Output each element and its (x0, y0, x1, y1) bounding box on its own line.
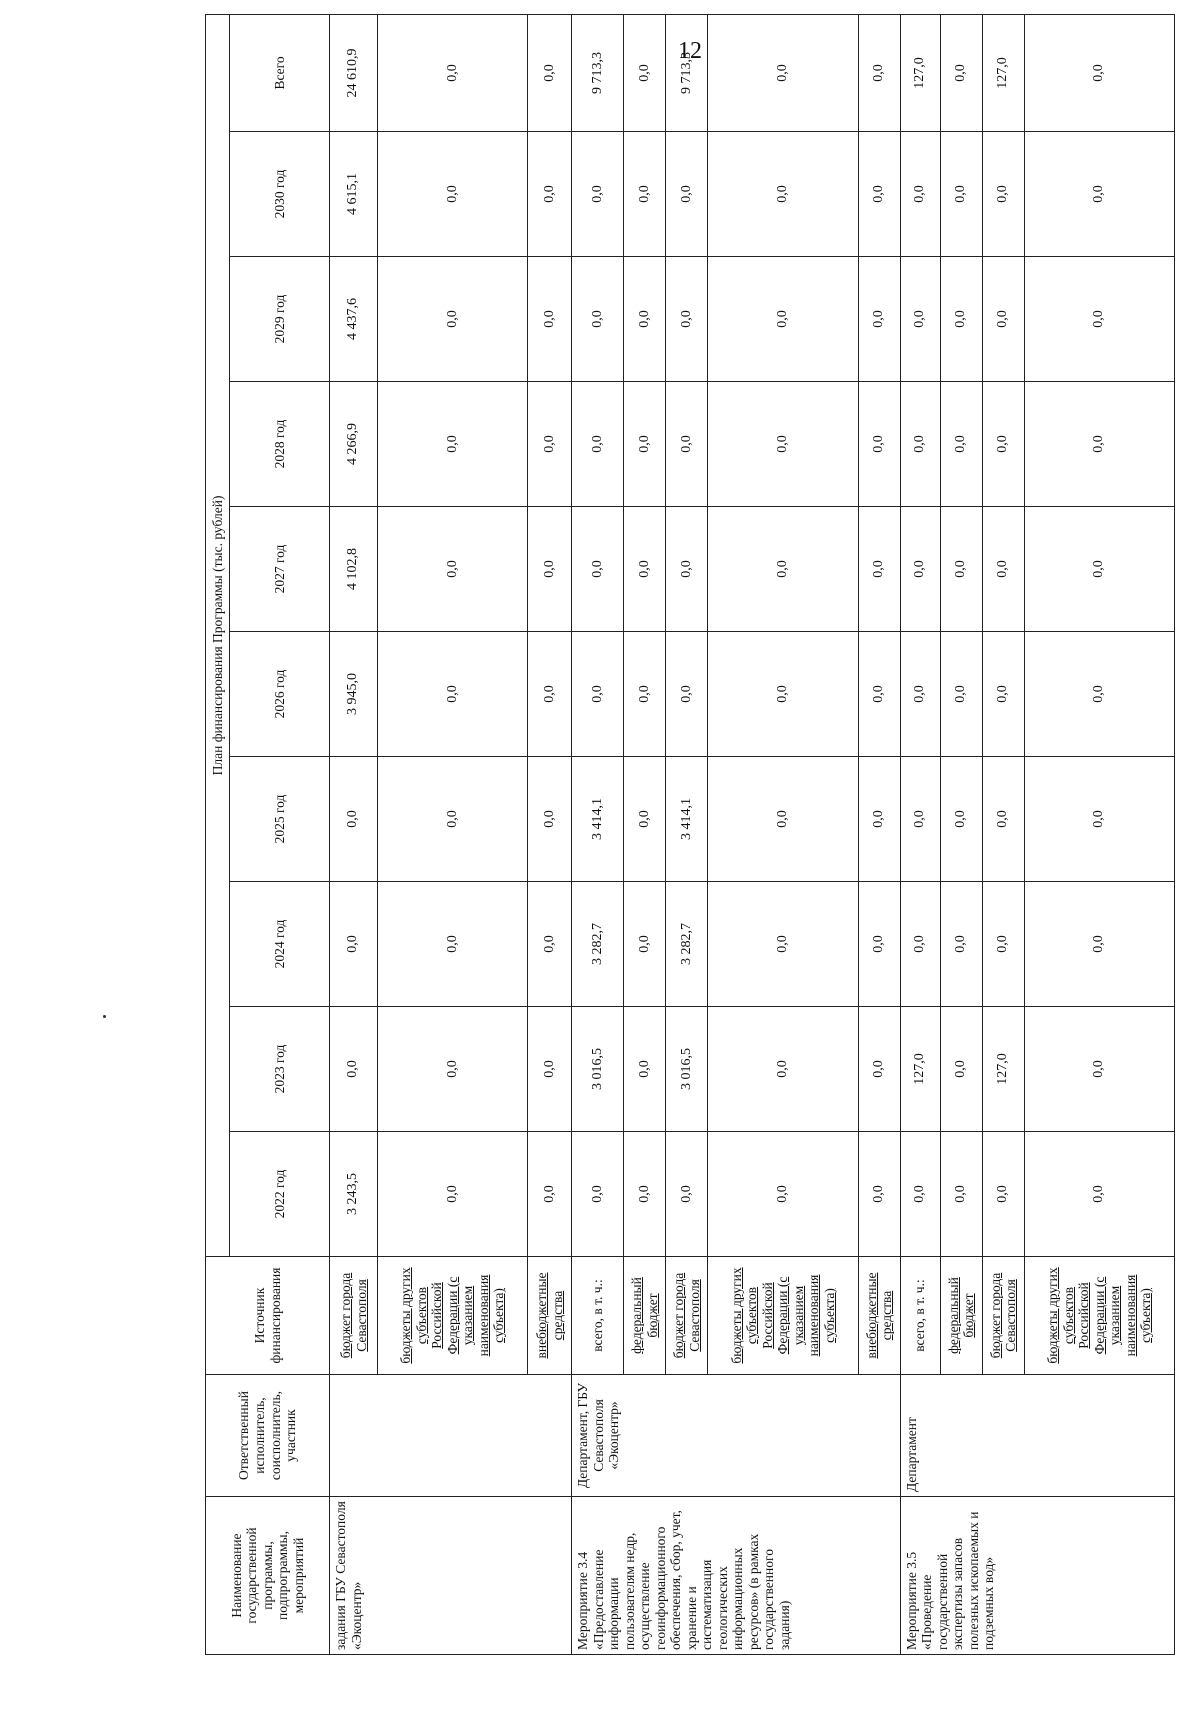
value-cell: 0,0 (1024, 632, 1174, 757)
value-cell: 0,0 (1024, 1132, 1174, 1257)
measure-responsible: Департамент, ГБУ Севастополя «Экоцентр» (572, 1375, 900, 1497)
header-year: 2029 год (230, 257, 330, 382)
value-cell: 0,0 (708, 1007, 858, 1132)
value-cell: 0,0 (330, 757, 378, 882)
value-cell: 0,0 (708, 257, 858, 382)
value-cell: 0,0 (982, 382, 1024, 507)
value-cell: 0,0 (858, 882, 900, 1007)
source-label: федеральный бюджет (629, 1277, 660, 1354)
source-label: бюджеты других субъектов Российской Федерации (с указанием наименования субъекта) (728, 1267, 837, 1364)
value-cell: 0,0 (858, 757, 900, 882)
value-cell: 0,0 (858, 132, 900, 257)
source-cell (330, 1257, 378, 1375)
header-year: 2026 год (230, 632, 330, 757)
value-cell: 0,0 (982, 507, 1024, 632)
value-cell: 0,0 (666, 507, 708, 632)
table-row (330, 14, 378, 1654)
measure-name: Мероприятие 3.5 «Проведение государственной экспертизы запасов полезных ископаемых и подземных вод» (900, 1497, 1174, 1655)
total-cell: 24 610,9 (330, 14, 378, 131)
source-cell (708, 1257, 858, 1375)
value-cell: 0,0 (900, 757, 940, 882)
source-cell (378, 1257, 528, 1375)
value-cell: 127,0 (982, 1007, 1024, 1132)
value-cell: 3 414,1 (666, 757, 708, 882)
value-cell: 0,0 (858, 1007, 900, 1132)
value-cell: 0,0 (1024, 882, 1174, 1007)
value-cell: 0,0 (940, 132, 982, 257)
value-cell: 0,0 (940, 1007, 982, 1132)
scan-dot (103, 1015, 106, 1018)
header-year: 2022 год (230, 1132, 330, 1257)
value-cell: 0,0 (624, 632, 666, 757)
value-cell: 0,0 (572, 507, 624, 632)
total-cell: 0,0 (858, 14, 900, 131)
value-cell: 0,0 (708, 382, 858, 507)
value-cell: 0,0 (330, 1007, 378, 1132)
value-cell: 0,0 (982, 632, 1024, 757)
value-cell: 0,0 (940, 257, 982, 382)
value-cell: 0,0 (858, 257, 900, 382)
value-cell: 0,0 (378, 257, 528, 382)
value-cell: 0,0 (940, 507, 982, 632)
value-cell: 4 102,8 (330, 507, 378, 632)
total-cell: 127,0 (900, 14, 940, 131)
source-label: всего, в т. ч.: (590, 1279, 606, 1352)
source-cell (572, 1257, 624, 1375)
source-label: федеральный бюджет (945, 1277, 977, 1354)
header-year: 2023 год (230, 1007, 330, 1132)
total-cell: 9 713,3 (572, 14, 624, 131)
source-cell (1024, 1257, 1174, 1375)
source-label: внебюджетные средства (534, 1272, 565, 1359)
value-cell: 0,0 (1024, 382, 1174, 507)
value-cell: 0,0 (528, 132, 572, 257)
value-cell: 0,0 (982, 1132, 1024, 1257)
header-responsible: Ответственный исполнитель, соисполнитель, участник (206, 1375, 330, 1497)
value-cell: 0,0 (572, 257, 624, 382)
source-label: бюджеты других субъектов Российской Федерации (с указанием наименования субъекта) (1045, 1267, 1154, 1364)
value-cell: 0,0 (528, 1132, 572, 1257)
value-cell: 0,0 (378, 1007, 528, 1132)
total-cell: 0,0 (378, 14, 528, 131)
value-cell: 0,0 (900, 632, 940, 757)
value-cell: 0,0 (378, 757, 528, 882)
header-year: 2028 год (230, 382, 330, 507)
value-cell: 3 243,5 (330, 1132, 378, 1257)
value-cell: 0,0 (624, 507, 666, 632)
value-cell: 4 615,1 (330, 132, 378, 257)
value-cell: 0,0 (378, 632, 528, 757)
value-cell: 0,0 (1024, 257, 1174, 382)
value-cell: 0,0 (1024, 507, 1174, 632)
value-cell: 0,0 (900, 507, 940, 632)
source-cell (900, 1257, 940, 1375)
source-label: бюджеты других субъектов Российской Федерации (с указанием наименования субъекта) (398, 1267, 507, 1364)
value-cell: 0,0 (528, 757, 572, 882)
value-cell: 0,0 (982, 257, 1024, 382)
source-cell (528, 1257, 572, 1375)
value-cell: 0,0 (858, 507, 900, 632)
value-cell: 0,0 (378, 507, 528, 632)
value-cell: 0,0 (378, 382, 528, 507)
value-cell: 3 016,5 (572, 1007, 624, 1132)
total-cell: 0,0 (1024, 14, 1174, 131)
value-cell: 3 282,7 (666, 882, 708, 1007)
value-cell: 3 945,0 (330, 632, 378, 757)
header-year: 2027 год (230, 507, 330, 632)
value-cell: 0,0 (1024, 757, 1174, 882)
value-cell: 0,0 (624, 132, 666, 257)
value-cell: 0,0 (624, 757, 666, 882)
value-cell: 0,0 (708, 882, 858, 1007)
value-cell: 0,0 (940, 1132, 982, 1257)
value-cell: 0,0 (1024, 1007, 1174, 1132)
source-cell (940, 1257, 982, 1375)
value-cell: 0,0 (708, 632, 858, 757)
value-cell: 0,0 (572, 632, 624, 757)
value-cell: 0,0 (900, 882, 940, 1007)
value-cell: 0,0 (624, 1132, 666, 1257)
table-row (572, 14, 624, 1654)
value-cell: 3 414,1 (572, 757, 624, 882)
value-cell: 4 437,6 (330, 257, 378, 382)
financing-table (205, 14, 1175, 1655)
value-cell: 0,0 (624, 257, 666, 382)
measure-responsible (330, 1375, 572, 1497)
header-source: Источник финансирования (206, 1257, 330, 1375)
measure-name: Мероприятие 3.4 «Предоставление информации пользователям недр, осуществление геоинформационного обеспечения, сбор, учет, хранение и систематизация геологических информационных ресурсов» (в рамках государственного задания) (572, 1497, 900, 1655)
total-cell: 9 713,3 (666, 14, 708, 131)
value-cell: 0,0 (666, 132, 708, 257)
value-cell: 3 282,7 (572, 882, 624, 1007)
value-cell: 0,0 (624, 382, 666, 507)
value-cell: 0,0 (666, 1132, 708, 1257)
total-cell: 0,0 (940, 14, 982, 131)
measure-name: задания ГБУ Севастополя «Экоцентр» (330, 1497, 572, 1655)
header-total: Всего (230, 14, 330, 131)
value-cell: 0,0 (858, 1132, 900, 1257)
value-cell: 0,0 (1024, 132, 1174, 257)
value-cell: 0,0 (624, 1007, 666, 1132)
total-cell: 0,0 (528, 14, 572, 131)
value-cell: 0,0 (900, 382, 940, 507)
value-cell: 0,0 (708, 757, 858, 882)
value-cell: 0,0 (940, 757, 982, 882)
value-cell: 3 016,5 (666, 1007, 708, 1132)
value-cell: 0,0 (528, 382, 572, 507)
value-cell: 0,0 (330, 882, 378, 1007)
value-cell: 0,0 (378, 1132, 528, 1257)
rotated-table-wrapper (205, 48, 1175, 1655)
page-number: 12 (678, 38, 702, 64)
table-row (900, 14, 940, 1654)
value-cell: 4 266,9 (330, 382, 378, 507)
value-cell: 0,0 (940, 382, 982, 507)
value-cell: 0,0 (378, 132, 528, 257)
value-cell: 0,0 (666, 257, 708, 382)
value-cell: 0,0 (982, 757, 1024, 882)
value-cell: 0,0 (624, 882, 666, 1007)
value-cell: 0,0 (666, 382, 708, 507)
value-cell: 0,0 (378, 882, 528, 1007)
value-cell: 0,0 (666, 632, 708, 757)
value-cell: 0,0 (572, 1132, 624, 1257)
value-cell: 0,0 (858, 632, 900, 757)
value-cell: 127,0 (900, 1007, 940, 1132)
value-cell: 0,0 (858, 382, 900, 507)
value-cell: 0,0 (528, 1007, 572, 1132)
value-cell: 0,0 (528, 632, 572, 757)
source-label: всего, в т. ч.: (912, 1279, 928, 1352)
source-cell (666, 1257, 708, 1375)
value-cell: 0,0 (708, 507, 858, 632)
measure-responsible: Департамент (900, 1375, 1174, 1497)
value-cell: 0,0 (528, 882, 572, 1007)
total-cell: 0,0 (708, 14, 858, 131)
value-cell: 0,0 (900, 132, 940, 257)
header-year: 2024 год (230, 882, 330, 1007)
total-cell: 0,0 (624, 14, 666, 131)
value-cell: 0,0 (572, 382, 624, 507)
value-cell: 0,0 (708, 1132, 858, 1257)
source-label: бюджет города Севастополя (671, 1272, 702, 1359)
source-cell (624, 1257, 666, 1375)
source-label: бюджет города Севастополя (987, 1272, 1019, 1359)
header-year: 2030 год (230, 132, 330, 257)
value-cell: 0,0 (528, 257, 572, 382)
source-cell (982, 1257, 1024, 1375)
source-label: бюджет города Севастополя (338, 1272, 369, 1359)
value-cell: 0,0 (940, 882, 982, 1007)
value-cell: 0,0 (708, 132, 858, 257)
header-row-group (206, 14, 230, 1654)
header-plan-group: План финансирования Программы (тыс. рублей) (206, 14, 230, 1256)
header-year: 2025 год (230, 757, 330, 882)
value-cell: 0,0 (528, 507, 572, 632)
value-cell: 0,0 (572, 132, 624, 257)
total-cell: 127,0 (982, 14, 1024, 131)
value-cell: 0,0 (900, 257, 940, 382)
source-label: внебюджетные средства (863, 1272, 895, 1359)
header-name: Наименование государственной программы, подпрограммы, мероприятий (206, 1497, 330, 1655)
value-cell: 0,0 (982, 882, 1024, 1007)
source-cell (858, 1257, 900, 1375)
value-cell: 0,0 (940, 632, 982, 757)
value-cell: 0,0 (900, 1132, 940, 1257)
value-cell: 0,0 (982, 132, 1024, 257)
